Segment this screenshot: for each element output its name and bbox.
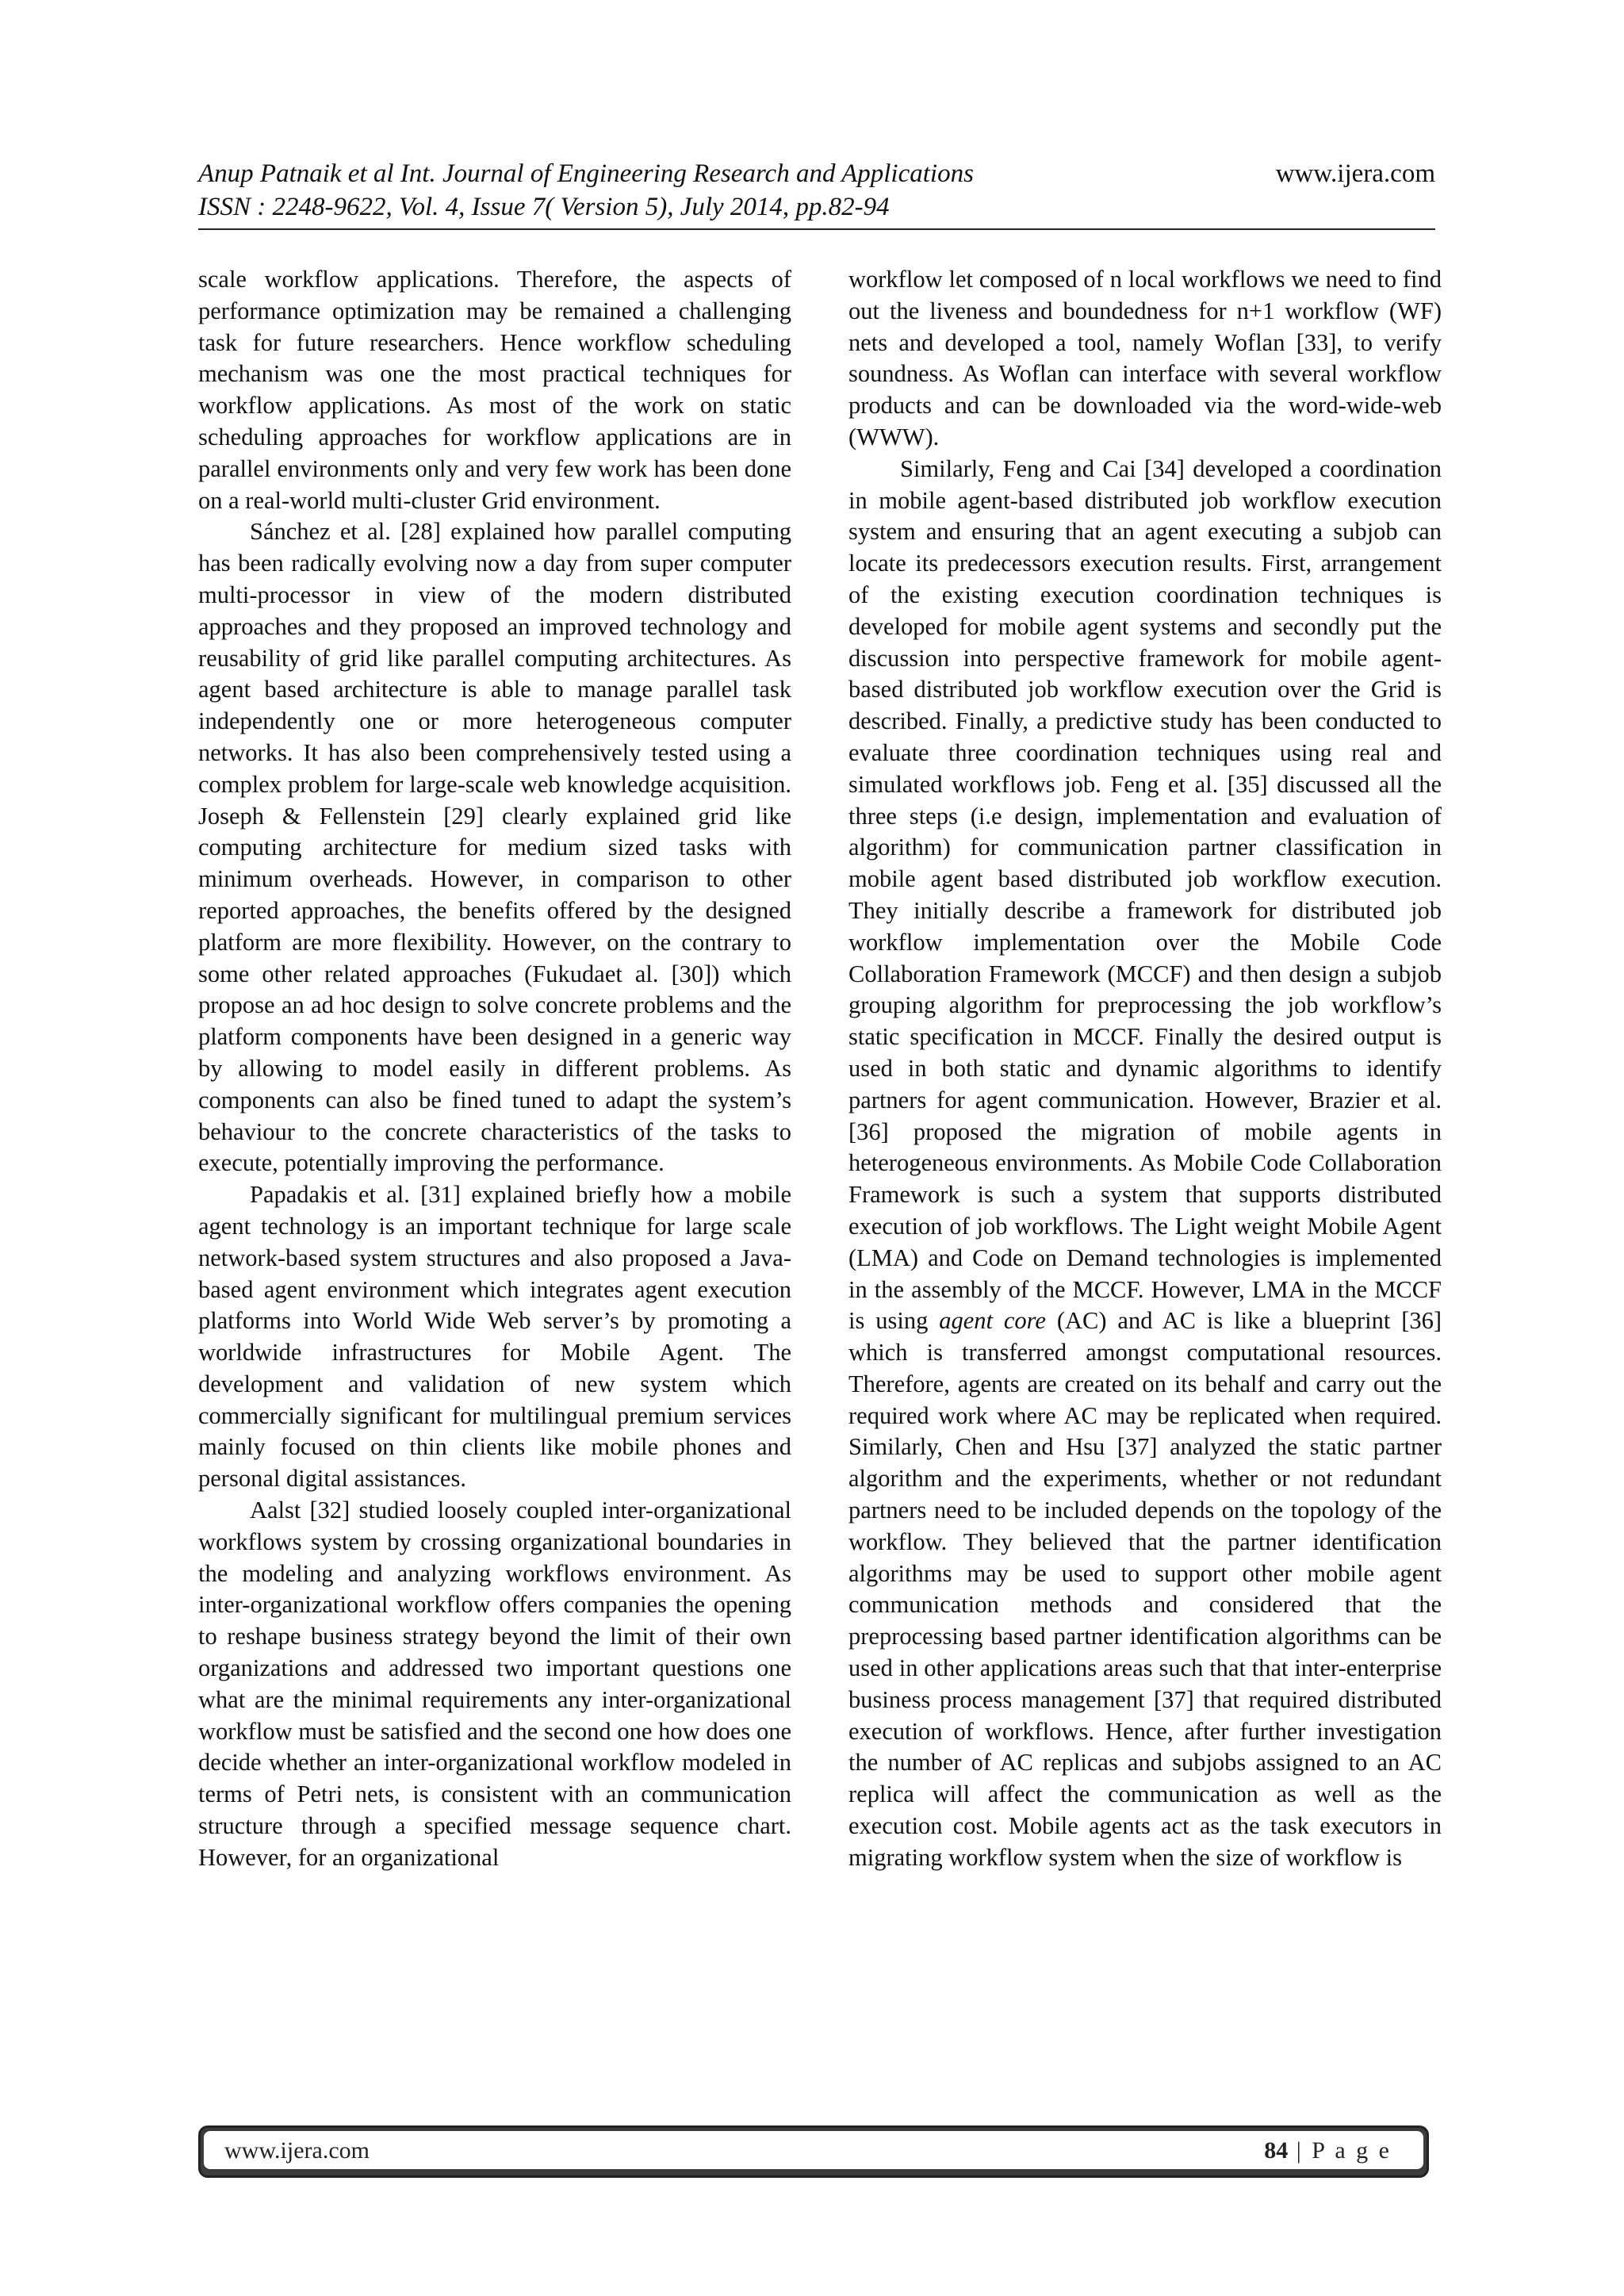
text-run: (AC) and AC is like a blueprint [36] which is transferred amongst computational resources. Therefore, agents are created on its behalf and carry out the required work where AC may be replicated when required. Similarly, Chen and Hsu [37] analyzed the static partner algorithm and the experiments, whether or not redundant partners need to be included depends on the topology of the workflow. They believed that the partner identification algorithms may be used to support other mobile agent communication methods and considered that the preprocessing based partner identification algorithms can be used in other applications areas such that that inter-enterprise business process management [37] that required distributed execution of workflows. Hence, after further investigation the number of AC replicas and subjobs assigned to an AC replica will affect the communication as well as the execution cost. Mobile agents act as the task executors in migrating workflow system when the size of workflow is: [848, 1307, 1442, 1871]
emphasized-term: agent core: [939, 1307, 1046, 1335]
paragraph: Papadakis et al. [31] explained briefly how a mobile agent technology is an important technique for large scale network-based system structures and also proposed a Java-based agent environment which integrates agent execution platforms into World Wide Web server’s by promoting a worldwide infrastructures for Mobile Agent. The development and validation of new system which commercially significant for multilingual premium services mainly focused on thin clients like mobile phones and personal digital assistances.: [198, 1181, 791, 1493]
paragraph: [848, 454, 1442, 1874]
running-header: [198, 157, 1435, 224]
issn-line: ISSN : 2248-9622, Vol. 4, Issue 7( Version 5), July 2014, pp.82-94: [198, 193, 890, 221]
page-indicator: [1264, 2137, 1392, 2164]
page-label: | P a g e: [1288, 2137, 1392, 2164]
paragraph: Aalst [32] studied loosely coupled inter-organizational workflows system by crossing organizational boundaries in the modeling and analyzing workflows environment. As inter-organizational workflow offers companies the opening to reshape business strategy beyond the limit of their own organizations and addressed two important questions one what are the minimal requirements any inter-organizational workflow must be satisfied and the second one how does one decide whether an inter-organizational workflow modeled in terms of Petri nets, is consistent with an communication structure through a specified message sequence chart. However, for an organizational: [198, 1497, 791, 1871]
footer-panel: [204, 2131, 1423, 2169]
footer-url-link[interactable]: www.ijera.com: [224, 2137, 370, 2164]
header-divider: [198, 228, 1435, 230]
journal-citation-line: Anup Patnaik et al Int. Journal of Engineering Research and Applications: [198, 159, 974, 188]
text-run: Similarly, Feng and Cai [34] developed a coordination in mobile agent-based distributed job workflow execution system and ensuring that an agent executing a subjob can locate its predecessors execution results. First, arrangement of the existing execution coordination techniques is developed for mobile agent systems and secondly put the discussion into perspective framework for mobile agent-based distributed job workflow execution over the Grid is described. Finally, a predictive study has been conducted to evaluate three coordination techniques using real and simulated workflows job. Feng et al. [35] discussed all the three steps (i.e design, implementation and evaluation of algorithm) for communication partner classification in mobile agent based distributed job workflow execution. They initially describe a framework for distributed job workflow implementation over the Mobile Code Collaboration Framework (MCCF) and then design a subjob grouping algorithm for preprocessing the job workflow’s static specification in MCCF. Finally the desired output is used in both static and dynamic algorithms to identify partners for agent communication. However, Brazier et al. [36] proposed the migration of mobile agents in heterogeneous environments. As Mobile Code Collaboration Framework is such a system that supports distributed execution of job workflows. The Light weight Mobile Agent (LMA) and Code on Demand technologies is implemented in the assembly of the MCCF. However, LMA in the MCCF is using: [848, 454, 1442, 1335]
paragraph: scale workflow applications. Therefore, the aspects of performance optimization may be remained a challenging task for future researchers. Hence workflow scheduling mechanism was one the most practical techniques for workflow applications. As most of the work on static scheduling approaches for workflow applications are in parallel environments only and very few work has been done on a real-world multi-cluster Grid environment.: [198, 266, 791, 514]
paragraph: workflow let composed of n local workflows we need to find out the liveness and boundedness for n+1 workflow (WF) nets and developed a tool, namely Woflan [33], to verify soundness. As Woflan can interface with several workflow products and can be downloaded via the word-wide-web (WWW).: [848, 266, 1442, 450]
page-footer: [198, 2125, 1429, 2178]
paragraph: Sánchez et al. [28] explained how parallel computing has been radically evolving now a day from super computer multi-processor in view of the modern distributed approaches and they proposed an improved technology and reusability of grid like parallel computing architectures. As agent based architecture is able to manage parallel task independently one or more heterogeneous computer networks. It has also been comprehensively tested using a complex problem for large-scale web knowledge acquisition. Joseph & Fellenstein [29] clearly explained grid like computing architecture for medium sized tasks with minimum overheads. However, in comparison to other reported approaches, the benefits offered by the designed platform are more flexibility. However, on the contrary to some other related approaches (Fukudaet al. [30]) which propose an ad hoc design to solve concrete problems and the platform components have been designed in a generic way by allowing to model easily in different problems. As components can also be fined tuned to adapt the system’s behaviour to the concrete characteristics of the tasks to execute, potentially improving the performance.: [198, 518, 791, 1177]
header-url-link[interactable]: www.ijera.com: [1275, 159, 1435, 188]
right-column: [848, 264, 1442, 1874]
page-number: 84: [1264, 2137, 1289, 2164]
left-column: [198, 264, 791, 1874]
